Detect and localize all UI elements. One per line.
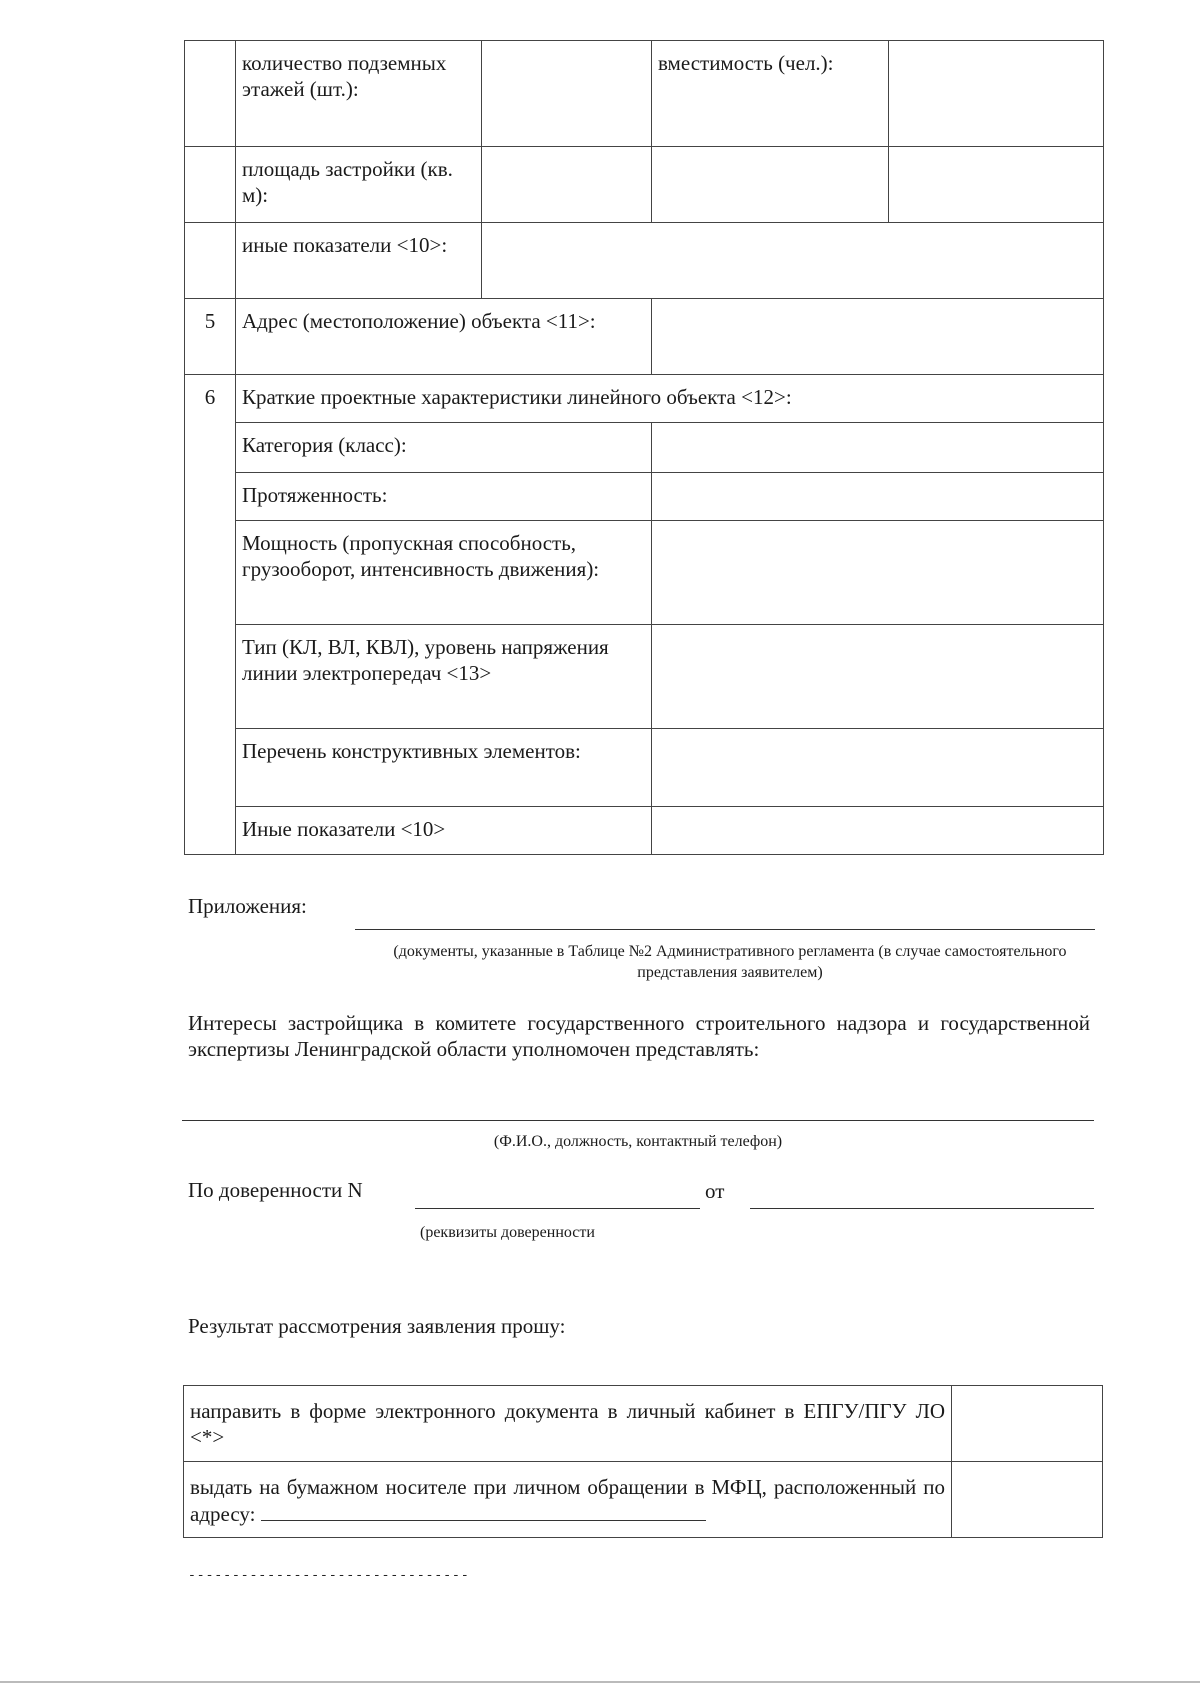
elements-value[interactable] bbox=[652, 729, 1104, 807]
empty-cell bbox=[652, 147, 889, 223]
address-label: Адрес (местоположение) объекта <11>: bbox=[236, 299, 652, 375]
other-indicators-value[interactable] bbox=[482, 223, 1104, 299]
power-value[interactable] bbox=[652, 521, 1104, 625]
representative-note: (Ф.И.О., должность, контактный телефон) bbox=[493, 1133, 783, 1150]
option-electronic-label: направить в форме электронного документа в личный кабинет в ЕПГУ/ПГУ ЛО <*> bbox=[184, 1386, 952, 1462]
attachments-input-line[interactable] bbox=[355, 929, 1095, 930]
poa-label: По доверенности N bbox=[188, 1178, 363, 1202]
object-characteristics-table bbox=[184, 40, 1104, 855]
poa-number-line[interactable] bbox=[415, 1208, 700, 1209]
option-electronic-checkbox[interactable] bbox=[952, 1386, 1103, 1462]
capacity-label: вместимость (чел.): bbox=[652, 41, 889, 147]
representative-input-line[interactable] bbox=[182, 1120, 1094, 1121]
mfc-address-line[interactable] bbox=[261, 1500, 706, 1521]
representative-text: Интересы застройщика в комитете государственного строительного надзора и государственной экспертизы Ленинградской области уполномочен представлять: bbox=[188, 1011, 1090, 1061]
other-label: Иные показатели <10> bbox=[236, 807, 652, 855]
result-heading: Результат рассмотрения заявления прошу: bbox=[188, 1314, 566, 1338]
row-number-5: 5 bbox=[185, 299, 236, 375]
attachments-note: (документы, указанные в Таблице №2 Административного регламента (в случае самостоятельного представления заявителем) bbox=[393, 943, 1067, 981]
elements-label: Перечень конструктивных элементов: bbox=[236, 729, 652, 807]
linear-object-header: Краткие проектные характеристики линейного объекта <12>: bbox=[236, 375, 1104, 423]
row-number-6: 6 bbox=[185, 375, 236, 855]
footnote-separator: -------------------------------- bbox=[188, 1568, 470, 1583]
result-options-table bbox=[183, 1385, 1103, 1538]
capacity-value[interactable] bbox=[889, 41, 1104, 147]
option-paper-cell bbox=[184, 1462, 952, 1538]
category-value[interactable] bbox=[652, 423, 1104, 473]
other-indicators-label: иные показатели <10>: bbox=[236, 223, 482, 299]
row-number-cell bbox=[185, 147, 236, 223]
length-label: Протяженность: bbox=[236, 473, 652, 521]
line-type-label: Тип (КЛ, ВЛ, КВЛ), уровень напряжения линии электропередач <13> bbox=[236, 625, 652, 729]
underground-floors-label: количество подземных этажей (шт.): bbox=[236, 41, 482, 147]
poa-from-label: от bbox=[705, 1179, 725, 1203]
building-area-value[interactable] bbox=[482, 147, 652, 223]
other-value[interactable] bbox=[652, 807, 1104, 855]
option-paper-checkbox[interactable] bbox=[952, 1462, 1103, 1538]
underground-floors-value[interactable] bbox=[482, 41, 652, 147]
poa-date-line[interactable] bbox=[750, 1208, 1094, 1209]
poa-note: (реквизиты доверенности bbox=[420, 1224, 595, 1241]
page-bottom-edge bbox=[0, 1681, 1200, 1683]
empty-cell bbox=[889, 147, 1104, 223]
row-number-cell bbox=[185, 41, 236, 147]
line-type-value[interactable] bbox=[652, 625, 1104, 729]
option-paper-label: выдать на бумажном носителе при личном обращении в МФЦ, расположенный по адресу: bbox=[190, 1475, 945, 1526]
length-value[interactable] bbox=[652, 473, 1104, 521]
attachments-label: Приложения: bbox=[188, 894, 307, 918]
address-value[interactable] bbox=[652, 299, 1104, 375]
category-label: Категория (класс): bbox=[236, 423, 652, 473]
building-area-label: площадь застройки (кв. м): bbox=[236, 147, 482, 223]
power-label: Мощность (пропускная способность, грузооборот, интенсивность движения): bbox=[236, 521, 652, 625]
row-number-cell bbox=[185, 223, 236, 299]
